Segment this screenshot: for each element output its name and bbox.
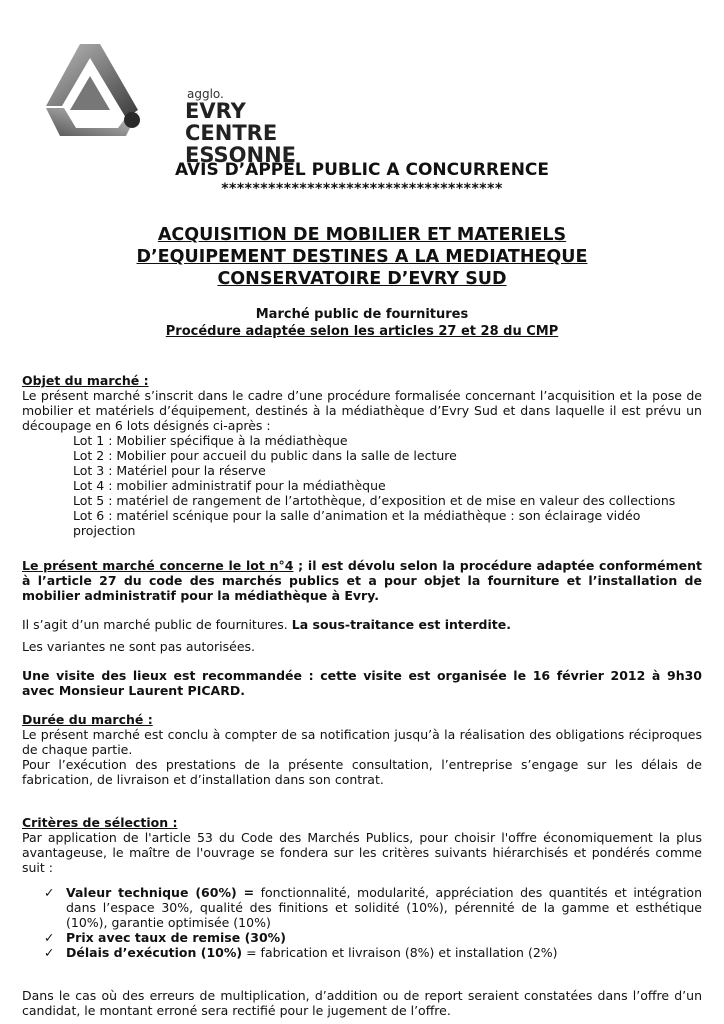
criteres-list bbox=[22, 885, 702, 960]
objet-text: Le présent marché s’inscrit dans le cadre d’une procédure formalisée concernant l’acquisition et la pose de mobilier et matériels d’équipement, destinés à la médiathèque d’Evry Sud et dans laquelle il est prévu un découpage en 6 lots désignés ci-après : bbox=[22, 388, 702, 433]
lot4-rest: ; il est dévolu selon la procédure adaptée conformément à l’article 27 du code des marchés publics et a pour objet la fourniture et l’installation de mobilier administratif pour la médiathèque à Evry. bbox=[22, 558, 702, 603]
lot4-paragraph bbox=[22, 558, 702, 603]
critere-label: Délais d’exécution (10%) bbox=[66, 945, 243, 960]
lot-item: Lot 4 : mobilier administratif pour la médiathèque bbox=[73, 478, 386, 493]
document-title bbox=[0, 224, 724, 290]
checkmark-icon: ✓ bbox=[44, 930, 55, 945]
title-line-2: D’EQUIPEMENT DESTINES A LA MEDIATHEQUE bbox=[136, 247, 588, 267]
erreurs-paragraph: Dans le cas où des erreurs de multiplication, d’addition ou de report seraient constatées dans l’offre d’un candidat, le montant erroné sera rectifié pour le jugement de l’offre. bbox=[22, 988, 702, 1018]
logo-agglo: agglo. bbox=[187, 87, 224, 101]
logo-essonne: ESSONNE bbox=[185, 143, 296, 167]
duree-heading: Durée du marché : bbox=[22, 712, 153, 727]
logo-mark-icon bbox=[40, 40, 150, 140]
criteres-heading: Critères de sélection : bbox=[22, 815, 178, 830]
checkmark-icon: ✓ bbox=[44, 885, 55, 900]
lots-list bbox=[73, 433, 702, 538]
lot-item: Lot 1 : Mobilier spécifique à la médiathèque bbox=[73, 433, 348, 448]
title-line-1: ACQUISITION DE MOBILIER ET MATERIELS bbox=[157, 225, 567, 245]
logo-text bbox=[185, 88, 296, 166]
subtitle-marche: Marché public de fournitures bbox=[255, 307, 469, 322]
criteres-intro: Par application de l'article 53 du Code des Marchés Publics, pour choisir l'offre économiquement la plus avantageuse, le maître de l'ouvrage se fondera sur les critères suivants hiérarchisés et pondérés comme suit : bbox=[22, 830, 702, 875]
objet-heading: Objet du marché : bbox=[22, 373, 149, 388]
stars-separator: ************************************ bbox=[221, 181, 503, 197]
lot4-underlined: Le présent marché concerne le lot n°4 bbox=[22, 558, 294, 573]
critere-label: Prix avec taux de remise (30%) bbox=[66, 930, 286, 945]
lot-item: Lot 6 : matériel scénique pour la salle d’animation et la médiathèque : son éclairage vidéo projection bbox=[73, 508, 641, 538]
lot-item: Lot 3 : Matériel pour la réserve bbox=[73, 463, 266, 478]
sous-traitance-text: La sous-traitance est interdite. bbox=[291, 617, 511, 632]
critere-item bbox=[44, 945, 702, 960]
critere-detail: fonctionnalité, modularité, appréciation des quantités et intégration dans l’espace 30%, qualité des finitions et solidité (10%), pérennité de la gamme et esthétique (10%), garantie optimisée (10%) bbox=[66, 885, 703, 930]
lot-item: Lot 2 : Mobilier pour accueil du public dans la salle de lecture bbox=[73, 448, 457, 463]
duree-text-1: Le présent marché est conclu à compter de sa notification jusqu’à la réalisation des obligations réciproques de chaque partie. bbox=[22, 727, 702, 757]
critere-label: Valeur technique (60%) = bbox=[66, 885, 255, 900]
logo-centre: CENTRE bbox=[185, 121, 278, 145]
lot-item: Lot 5 : matériel de rangement de l’artothèque, d’exposition et de mise en valeur des collections bbox=[73, 493, 676, 508]
variantes-paragraph: Les variantes ne sont pas autorisées. bbox=[22, 639, 255, 654]
fournitures-paragraph bbox=[22, 617, 702, 632]
title-line-3: CONSERVATOIRE D’EVRY SUD bbox=[217, 269, 507, 289]
logo-evry: EVRY bbox=[185, 99, 246, 123]
agglo-logo bbox=[40, 40, 296, 167]
critere-item bbox=[44, 930, 702, 945]
avis-heading: AVIS D’APPEL PUBLIC A CONCURRENCE bbox=[174, 160, 550, 180]
fournitures-text: Il s’agit d’un marché public de fournitures. bbox=[22, 617, 292, 632]
document-body bbox=[22, 373, 702, 1018]
duree-text-2: Pour l’exécution des prestations de la présente consultation, l’entreprise s’engage sur les délais de fabrication, de livraison et d’installation dans son contrat. bbox=[22, 757, 702, 787]
visite-paragraph: Une visite des lieux est recommandée : cette visite est organisée le 16 février 2012 à 9h30 avec Monsieur Laurent PICARD. bbox=[22, 668, 702, 698]
critere-item bbox=[44, 885, 702, 930]
subtitle-procedure: Procédure adaptée selon les articles 27 et 28 du CMP bbox=[165, 324, 559, 339]
critere-detail: = fabrication et livraison (8%) et installation (2%) bbox=[242, 945, 558, 960]
checkmark-icon: ✓ bbox=[44, 945, 55, 960]
